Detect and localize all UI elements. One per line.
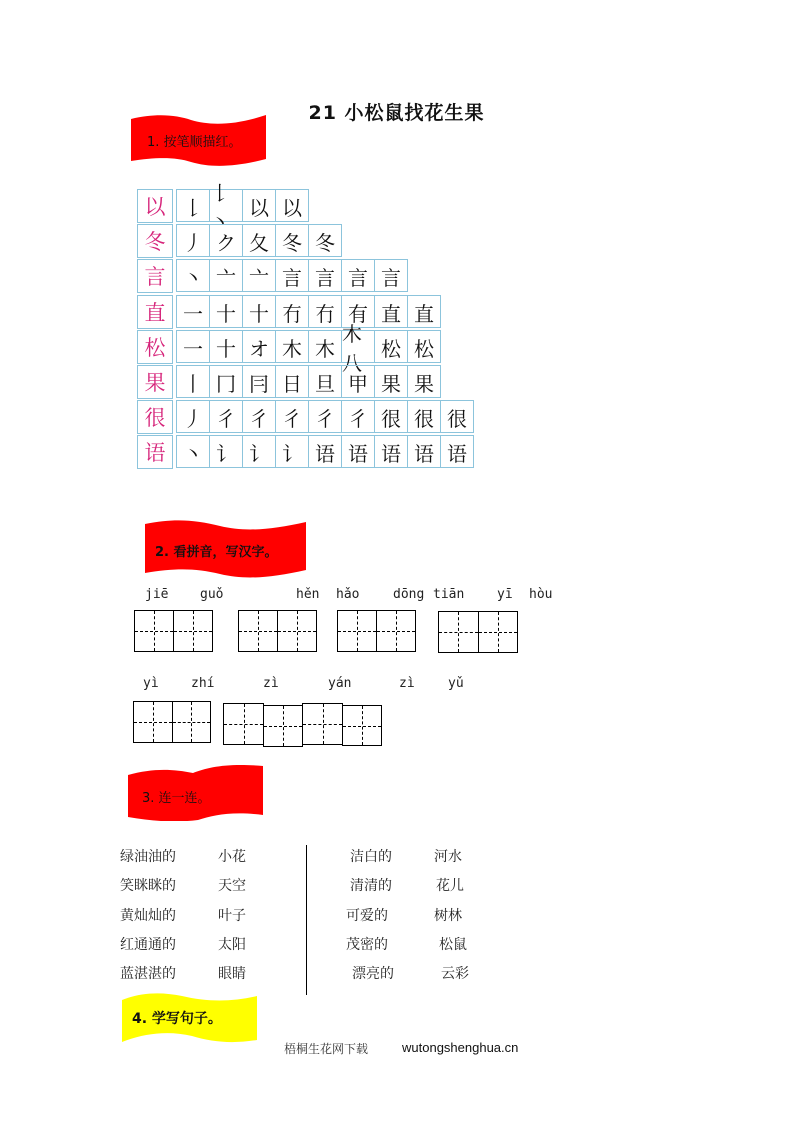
pinyin-syllable: yǔ <box>448 676 464 691</box>
stroke-step-cell[interactable]: オ <box>243 331 276 363</box>
left-noun[interactable]: 眼睛 <box>218 966 246 982</box>
stroke-step-cell[interactable]: 彳 <box>342 401 375 433</box>
pinyin-syllable: hěn <box>296 587 320 602</box>
pinyin-syllable: yī <box>497 587 513 602</box>
target-character: 很 <box>137 400 173 434</box>
writing-box-dongtian[interactable] <box>337 610 416 652</box>
right-noun[interactable]: 云彩 <box>441 966 469 982</box>
stroke-row <box>137 365 441 398</box>
stroke-step-cell[interactable]: ク <box>210 225 243 257</box>
stroke-step-cell[interactable]: 言 <box>375 260 408 292</box>
right-noun[interactable]: 河水 <box>434 849 462 865</box>
stroke-step-cell[interactable]: 有 <box>342 296 375 328</box>
stroke-step-cell[interactable]: 日 <box>276 366 309 398</box>
target-character: 以 <box>137 189 173 223</box>
left-adjective[interactable]: 黄灿灿的 <box>120 908 176 924</box>
target-character: 冬 <box>137 224 173 258</box>
writing-box-zi-2[interactable] <box>302 703 343 745</box>
stroke-step-cell[interactable]: 语 <box>441 436 474 468</box>
stroke-step-cell[interactable]: 十 <box>210 331 243 363</box>
stroke-row <box>137 435 474 468</box>
stroke-sequence <box>176 365 441 398</box>
stroke-step-cell[interactable]: 丶 <box>177 436 210 468</box>
right-adjective[interactable]: 洁白的 <box>350 849 392 865</box>
pinyin-syllable: hòu <box>529 587 553 602</box>
pinyin-syllable: zì <box>263 676 279 691</box>
writing-box-yizhi[interactable] <box>133 701 211 743</box>
stroke-step-cell[interactable]: 亠 <box>243 260 276 292</box>
right-adjective[interactable]: 清清的 <box>350 878 392 894</box>
stroke-step-cell[interactable]: 一 <box>177 331 210 363</box>
stroke-step-cell[interactable]: 直 <box>375 296 408 328</box>
stroke-step-cell[interactable]: 言 <box>276 260 309 292</box>
stroke-step-cell[interactable]: 讠 <box>210 436 243 468</box>
pinyin-syllable: zì <box>399 676 415 691</box>
pinyin-syllable: yán <box>328 676 352 691</box>
stroke-step-cell[interactable]: 木八 <box>342 331 375 363</box>
stroke-step-cell[interactable]: 甲 <box>342 366 375 398</box>
stroke-step-cell[interactable]: 直 <box>408 296 441 328</box>
section-label-1: 1. 按笔顺描红。 <box>147 135 242 150</box>
stroke-step-cell[interactable]: 冇 <box>276 296 309 328</box>
stroke-step-cell[interactable]: 讠 <box>243 436 276 468</box>
section-banner-4 <box>122 990 257 1046</box>
pinyin-syllable: yì <box>143 676 159 691</box>
stroke-row <box>137 224 342 257</box>
left-adjective[interactable]: 红通通的 <box>120 937 176 953</box>
target-character: 言 <box>137 259 173 293</box>
stroke-step-cell[interactable]: 很 <box>441 401 474 433</box>
stroke-step-cell[interactable]: 𠄌丶 <box>210 190 243 222</box>
stroke-step-cell[interactable]: 冇 <box>309 296 342 328</box>
pinyin-syllable: jiē <box>145 587 169 602</box>
stroke-step-cell[interactable]: 冃 <box>243 366 276 398</box>
section-label-4: 4. 学写句子。 <box>132 1011 222 1027</box>
matching-divider <box>306 845 307 995</box>
footer-url[interactable]: wutongshenghua.cn <box>402 1040 519 1055</box>
stroke-step-cell[interactable]: 讠 <box>276 436 309 468</box>
stroke-step-cell[interactable]: 果 <box>408 366 441 398</box>
stroke-step-cell[interactable]: 语 <box>342 436 375 468</box>
stroke-step-cell[interactable]: 语 <box>408 436 441 468</box>
right-noun[interactable]: 树林 <box>434 908 462 924</box>
stroke-step-cell[interactable]: 一 <box>177 296 210 328</box>
stroke-step-cell[interactable]: 十 <box>210 296 243 328</box>
writing-box-yihou[interactable] <box>438 611 518 653</box>
left-noun[interactable]: 太阳 <box>218 937 246 953</box>
stroke-step-cell[interactable]: 果 <box>375 366 408 398</box>
left-noun[interactable]: 叶子 <box>218 908 246 924</box>
stroke-step-cell[interactable]: 松 <box>375 331 408 363</box>
stroke-step-cell[interactable]: 丿 <box>177 401 210 433</box>
stroke-sequence <box>176 181 309 234</box>
writing-box-yan[interactable] <box>263 705 303 747</box>
stroke-row <box>137 322 441 375</box>
writing-box-yu[interactable] <box>342 705 382 746</box>
pinyin-syllable: dōng <box>393 587 425 602</box>
stroke-row <box>137 181 309 234</box>
target-character: 果 <box>137 365 173 399</box>
stroke-step-cell[interactable]: 言 <box>309 260 342 292</box>
right-adjective[interactable]: 茂密的 <box>346 937 388 953</box>
right-noun[interactable]: 花儿 <box>436 878 464 894</box>
footer-site-name: 梧桐生花网下载 <box>284 1042 369 1056</box>
right-adjective[interactable]: 可爱的 <box>346 908 388 924</box>
page-title: 21 小松鼠找花生果 <box>308 102 485 124</box>
stroke-step-cell[interactable]: 松 <box>408 331 441 363</box>
left-adjective[interactable]: 笑眯眯的 <box>120 878 176 894</box>
stroke-step-cell[interactable]: 木 <box>309 331 342 363</box>
stroke-step-cell[interactable]: 旦 <box>309 366 342 398</box>
stroke-step-cell[interactable]: 𠄌 <box>177 190 210 222</box>
writing-box-jieguo[interactable] <box>134 610 213 652</box>
pinyin-syllable: tiān <box>433 587 465 602</box>
target-character: 语 <box>137 435 173 469</box>
target-character: 直 <box>137 295 173 329</box>
section-label-3: 3. 连一连。 <box>142 791 211 806</box>
writing-box-henhao[interactable] <box>238 610 317 652</box>
stroke-sequence <box>176 259 408 292</box>
stroke-step-cell[interactable]: 丨 <box>177 366 210 398</box>
stroke-step-cell[interactable]: 很 <box>375 401 408 433</box>
right-adjective[interactable]: 漂亮的 <box>352 966 394 982</box>
section-banner-1 <box>131 111 266 167</box>
left-noun[interactable]: 天空 <box>218 878 246 894</box>
left-adjective[interactable]: 蓝湛湛的 <box>120 966 176 982</box>
stroke-step-cell[interactable]: 丿 <box>177 225 210 257</box>
stroke-step-cell[interactable]: 亠 <box>210 260 243 292</box>
stroke-step-cell[interactable]: 冂 <box>210 366 243 398</box>
stroke-step-cell[interactable]: 彳 <box>276 401 309 433</box>
stroke-row <box>137 400 474 433</box>
pinyin-syllable: zhí <box>191 676 215 691</box>
section-label-2: 2. 看拼音，写汉字。 <box>155 545 278 560</box>
stroke-row <box>137 295 441 328</box>
section-banner-2 <box>145 518 306 579</box>
stroke-step-cell[interactable]: 以 <box>243 190 276 222</box>
stroke-row <box>137 259 408 292</box>
pinyin-syllable: guǒ <box>200 587 224 602</box>
stroke-step-cell[interactable]: 语 <box>309 436 342 468</box>
stroke-sequence <box>176 400 474 433</box>
target-character: 松 <box>137 330 173 364</box>
stroke-sequence <box>176 295 441 328</box>
stroke-step-cell[interactable]: 十 <box>243 296 276 328</box>
writing-box-zi-1[interactable] <box>223 703 264 745</box>
stroke-step-cell[interactable]: 言 <box>342 260 375 292</box>
stroke-step-cell[interactable]: 彳 <box>309 401 342 433</box>
stroke-step-cell[interactable]: 语 <box>375 436 408 468</box>
stroke-step-cell[interactable]: 彳 <box>243 401 276 433</box>
stroke-step-cell[interactable]: 夂 <box>243 225 276 257</box>
stroke-step-cell[interactable]: 木 <box>276 331 309 363</box>
left-noun[interactable]: 小花 <box>218 849 246 865</box>
stroke-sequence <box>176 322 441 375</box>
section-banner-3 <box>128 763 263 821</box>
stroke-step-cell[interactable]: 很 <box>408 401 441 433</box>
right-noun[interactable]: 松鼠 <box>439 937 467 953</box>
stroke-step-cell[interactable]: 冬 <box>309 225 342 257</box>
stroke-sequence <box>176 435 474 468</box>
stroke-step-cell[interactable]: 以 <box>276 190 309 222</box>
left-adjective[interactable]: 绿油油的 <box>120 849 176 865</box>
pinyin-syllable: hǎo <box>336 587 360 602</box>
stroke-sequence <box>176 224 342 257</box>
stroke-step-cell[interactable]: 彳 <box>210 401 243 433</box>
stroke-step-cell[interactable]: 丶 <box>177 260 210 292</box>
stroke-step-cell[interactable]: 冬 <box>276 225 309 257</box>
